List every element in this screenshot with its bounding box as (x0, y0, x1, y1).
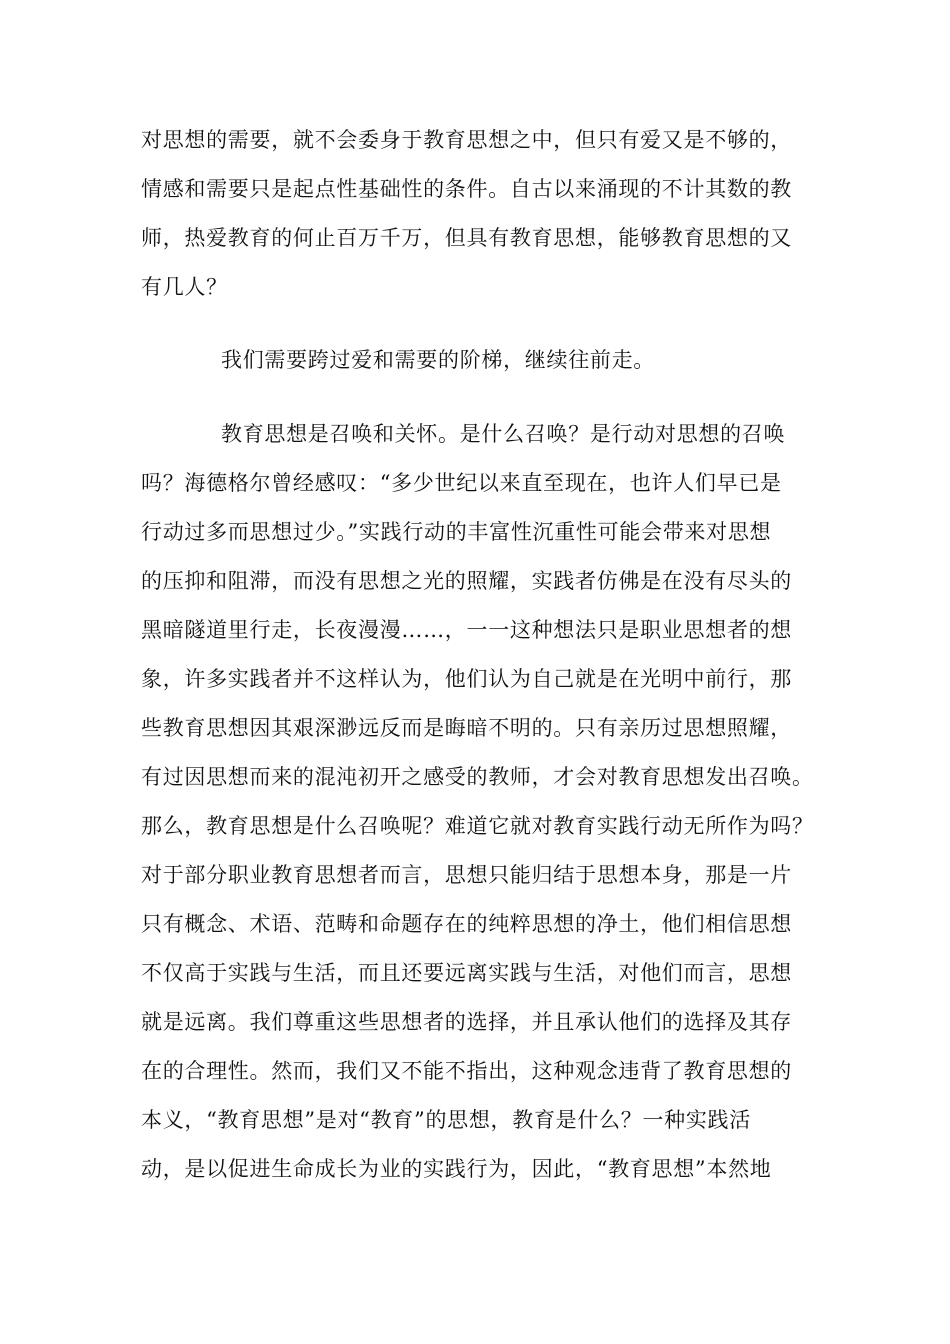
text-line: 本义，“教育思想”是对“教育”的思想，教育是什么？一种实践活 (141, 1108, 751, 1132)
text-line: 在的合理性。然而，我们又不能不指出，这种观念违背了教育思想的 (141, 1059, 792, 1083)
text-line: 有过因思想而来的混沌初开之感受的教师，才会对教育思想发出召唤。 (141, 765, 814, 789)
text-line: 情感和需要只是起点性基础性的条件。自古以来涌现的不计其数的教 (141, 177, 792, 201)
text-line: 教育思想是召唤和关怀。是什么召唤？是行动对思想的召唤 (221, 422, 786, 446)
text-line: 就是远离。我们尊重这些思想者的选择，并且承认他们的选择及其存 (141, 1010, 792, 1034)
text-line: 行动过多而思想过少。”实践行动的丰富性沉重性可能会带来对思想 (141, 520, 772, 544)
text-line: 象，许多实践者并不这样认为，他们认为自己就是在光明中前行，那 (141, 667, 792, 691)
text-line: 的压抑和阻滞，而没有思想之光的照耀，实践者仿佛是在没有尽头的 (141, 569, 792, 593)
text-line: 对思想的需要，就不会委身于教育思想之中，但只有爱又是不够的， (141, 128, 792, 152)
text-line: 吗？海德格尔曾经感叹：“多少世纪以来直至现在，也许人们早已是 (141, 471, 782, 495)
text-line: 我们需要跨过爱和需要的阶梯，继续往前走。 (221, 348, 655, 372)
text-line: 不仅高于实践与生活，而且还要远离实践与生活，对他们而言，思想 (141, 961, 792, 985)
text-line: 黑暗隧道里行走，长夜漫漫……，一一这种想法只是职业思想者的想 (141, 618, 792, 642)
text-line: 些教育思想因其艰深渺远反而是晦暗不明的。只有亲历过思想照耀， (141, 716, 792, 740)
text-line: 动，是以促进生命成长为业的实践行为，因此，“教育思想”本然地 (141, 1157, 772, 1181)
text-line: 师，热爱教育的何止百万千万，但具有教育思想，能够教育思想的又 (141, 226, 792, 250)
text-line: 对于部分职业教育思想者而言，思想只能归结于思想本身，那是一片 (141, 863, 792, 887)
text-line: 那么，教育思想是什么召唤呢？难道它就对教育实践行动无所作为吗？ (141, 814, 814, 838)
text-line: 有几人？ (141, 275, 228, 299)
text-line: 只有概念、术语、范畴和命题存在的纯粹思想的净土，他们相信思想 (141, 912, 792, 936)
